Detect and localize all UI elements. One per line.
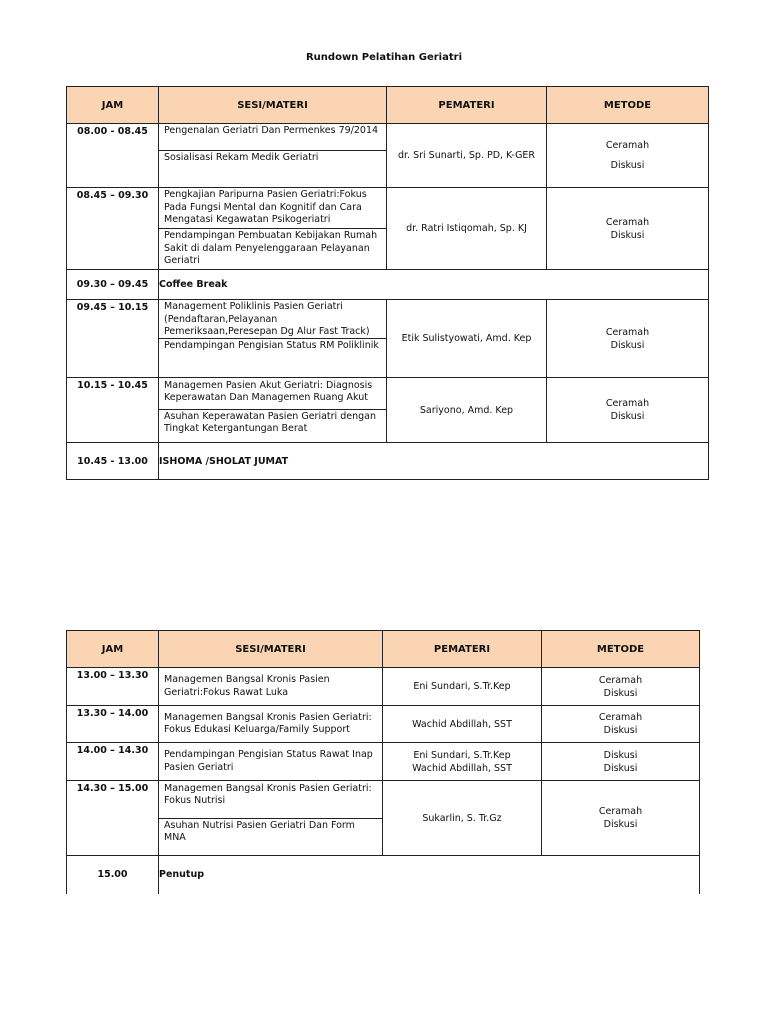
speaker-name: Eni Sundari, S.Tr.Kep bbox=[413, 749, 511, 761]
time-cell: 10.15 - 10.45 bbox=[67, 378, 159, 443]
method-item: Diskusi bbox=[603, 819, 638, 830]
method-item: Diskusi bbox=[610, 229, 645, 241]
header-jam: JAM bbox=[67, 87, 159, 124]
table-row bbox=[67, 378, 709, 443]
session-cell bbox=[159, 378, 387, 443]
speaker-name: Etik Sulistyowati, Amd. Kep bbox=[401, 333, 532, 344]
speaker-name: dr. Sri Sunarti, Sp. PD, K-GER bbox=[397, 150, 536, 161]
speaker-cell bbox=[383, 668, 542, 706]
session-item: Asuhan Nutrisi Pasien Geriatri Dan Form MNA bbox=[159, 818, 382, 855]
time-cell: 13.30 – 14.00 bbox=[67, 706, 159, 743]
header-pemateri: PEMATERI bbox=[387, 87, 547, 124]
session-item: Pengkajian Paripurna Pasien Geriatri:Fokus Pada Fungsi Mental dan Kognitif dan Cara Mengatasi Kegawatan Psikogeriatri bbox=[164, 189, 367, 225]
method-item: Diskusi bbox=[603, 725, 638, 736]
session-item: Managemen Bangsal Kronis Pasien Geriatri: Fokus Nutrisi bbox=[164, 782, 372, 806]
method-item: Ceramah bbox=[598, 712, 643, 723]
session-item: Managemen Pasien Akut Geriatri: Diagnosis Keperawatan Dan Managemen Ruang Akut bbox=[164, 379, 373, 403]
speaker-name: Sukarlin, S. Tr.Gz bbox=[422, 812, 502, 824]
time-cell: 10.45 - 13.00 bbox=[67, 443, 159, 480]
time-cell: 15.00 bbox=[67, 856, 159, 894]
session-cell bbox=[159, 743, 383, 781]
session-item: Managemen Bangsal Kronis Pasien Geriatri: Fokus Edukasi Keluarga/Family Support bbox=[164, 711, 372, 735]
method-item: Ceramah bbox=[605, 326, 650, 338]
header-sesi: SESI/MATERI bbox=[159, 631, 383, 668]
method-item: Ceramah bbox=[598, 674, 643, 686]
speaker-name: Eni Sundari, S.Tr.Kep bbox=[413, 681, 511, 692]
table-row bbox=[67, 124, 709, 188]
session-cell bbox=[159, 781, 383, 856]
session-item: Sosialisasi Rekam Medik Geriatri bbox=[159, 150, 386, 187]
speaker-cell bbox=[383, 743, 542, 781]
method-item: Diskusi bbox=[610, 339, 645, 351]
rundown-table-2 bbox=[66, 630, 700, 894]
method-item: Diskusi bbox=[610, 411, 645, 422]
closing-label: Penutup bbox=[159, 856, 700, 894]
session-item: Pendampingan Pengisian Status RM Poliklinik bbox=[159, 338, 386, 377]
session-cell bbox=[159, 706, 383, 743]
speaker-name: dr. Ratri Istiqomah, Sp. KJ bbox=[406, 223, 527, 234]
table-row bbox=[67, 781, 700, 856]
header-metode: METODE bbox=[542, 631, 700, 668]
speaker-cell bbox=[387, 300, 547, 378]
session-cell bbox=[159, 300, 387, 378]
session-cell bbox=[159, 188, 387, 270]
break-label: ISHOMA /SHOLAT JUMAT bbox=[159, 443, 709, 480]
session-cell bbox=[159, 668, 383, 706]
table-row-break bbox=[67, 270, 709, 300]
method-item: Ceramah bbox=[598, 806, 643, 817]
table-row bbox=[67, 188, 709, 270]
header-sesi: SESI/MATERI bbox=[159, 87, 387, 124]
method-item: Diskusi bbox=[603, 762, 638, 774]
session-item: Managemen Bangsal Kronis Pasien Geriatri:Fokus Rawat Luka bbox=[164, 674, 330, 698]
method-cell bbox=[547, 378, 709, 443]
method-item: Ceramah bbox=[605, 216, 650, 228]
method-cell bbox=[547, 300, 709, 378]
method-item: Diskusi bbox=[610, 160, 645, 171]
time-cell: 14.00 – 14.30 bbox=[67, 743, 159, 781]
speaker-cell bbox=[387, 188, 547, 270]
speaker-name: Wachid Abdillah, SST bbox=[412, 762, 512, 774]
speaker-name: Sariyono, Amd. Kep bbox=[419, 404, 514, 416]
time-cell: 09.45 – 10.15 bbox=[67, 300, 159, 378]
table-header-row bbox=[67, 87, 709, 124]
method-item: Diskusi bbox=[603, 749, 638, 761]
method-cell bbox=[542, 668, 700, 706]
method-item: Diskusi bbox=[603, 687, 638, 699]
speaker-cell bbox=[383, 781, 542, 856]
session-item: Pendampingan Pembuatan Kebijakan Rumah Sakit di dalam Penyelenggaraan Pelayanan Geriatri bbox=[159, 228, 386, 269]
method-cell bbox=[547, 124, 709, 188]
document-title: Rundown Pelatihan Geriatri bbox=[305, 52, 462, 63]
method-cell bbox=[542, 743, 700, 781]
time-cell: 13.00 – 13.30 bbox=[67, 668, 159, 706]
time-cell: 09.30 – 09.45 bbox=[67, 270, 159, 300]
time-cell: 08.45 – 09.30 bbox=[67, 188, 159, 270]
method-cell bbox=[542, 781, 700, 856]
table-row bbox=[67, 706, 700, 743]
method-item: Ceramah bbox=[605, 140, 650, 151]
header-pemateri: PEMATERI bbox=[383, 631, 542, 668]
table-header-row bbox=[67, 631, 700, 668]
method-cell bbox=[542, 706, 700, 743]
session-item: Pendampingan Pengisian Status Rawat Inap Pasien Geriatri bbox=[164, 749, 373, 773]
session-item: Asuhan Keperawatan Pasien Geriatri dengan Tingkat Ketergantungan Berat bbox=[159, 409, 386, 442]
break-label: Coffee Break bbox=[159, 270, 709, 300]
time-cell: 14.30 – 15.00 bbox=[67, 781, 159, 856]
table-row bbox=[67, 300, 709, 378]
speaker-cell bbox=[383, 706, 542, 743]
session-item: Pengenalan Geriatri Dan Permenkes 79/2014 bbox=[164, 125, 379, 136]
speaker-cell bbox=[387, 378, 547, 443]
session-cell bbox=[159, 124, 387, 188]
method-item: Ceramah bbox=[605, 398, 650, 409]
method-cell bbox=[547, 188, 709, 270]
table-row-break bbox=[67, 443, 709, 480]
header-jam: JAM bbox=[67, 631, 159, 668]
speaker-cell bbox=[387, 124, 547, 188]
table-row-break bbox=[67, 856, 700, 894]
session-item: Management Poliklinis Pasien Geriatri (Pendaftaran,Pelayanan Pemeriksaan,Peresepan Dg Alur Fast Track) bbox=[164, 301, 370, 337]
time-cell: 08.00 - 08.45 bbox=[67, 124, 159, 188]
rundown-table-1 bbox=[66, 86, 709, 480]
table-row bbox=[67, 668, 700, 706]
header-metode: METODE bbox=[547, 87, 709, 124]
table-row bbox=[67, 743, 700, 781]
speaker-name: Wachid Abdillah, SST bbox=[412, 718, 512, 730]
